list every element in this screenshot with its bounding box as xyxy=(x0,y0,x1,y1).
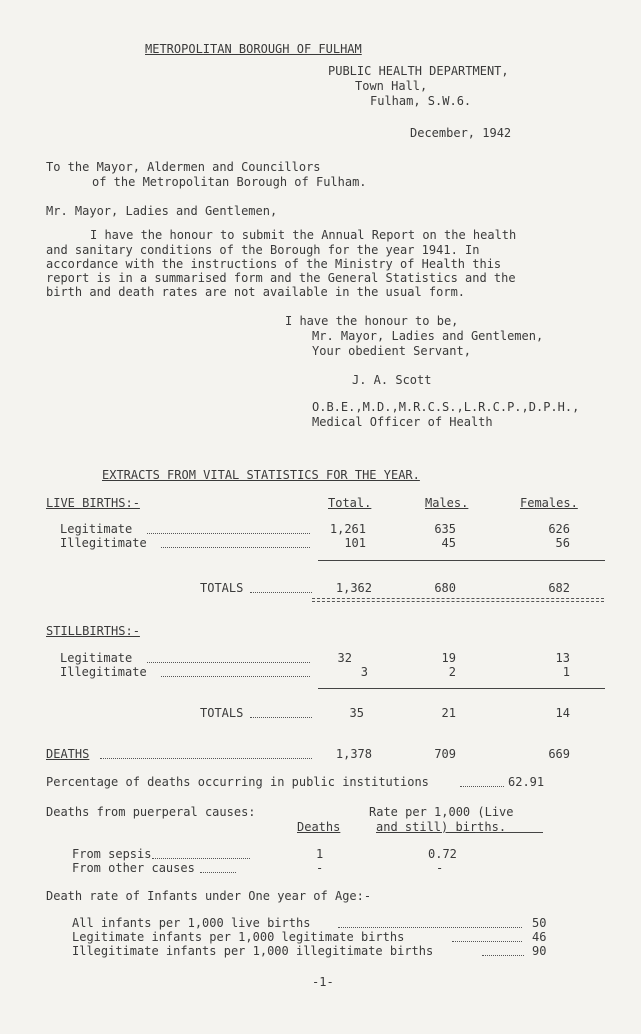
letter-date: December, 1942 xyxy=(410,126,512,140)
signatory-name: J. A. Scott xyxy=(352,373,432,387)
live-totals-males: 680 xyxy=(434,581,456,595)
leader-dots xyxy=(460,786,504,787)
department-name: PUBLIC HEALTH DEPARTMENT, xyxy=(328,64,509,78)
live-illegit-total: 101 xyxy=(344,536,366,550)
live-legit-males: 635 xyxy=(434,522,456,536)
infants-illegit-label: Illegitimate infants per 1,000 illegitimate births xyxy=(72,944,434,958)
page-number: -1- xyxy=(312,975,334,989)
puerperal-rate-header-1: Rate per 1,000 (Live xyxy=(369,805,514,819)
leader-dots xyxy=(200,872,236,873)
live-totals-label: TOTALS xyxy=(200,581,244,595)
other-causes-label: From other causes xyxy=(72,861,195,875)
live-totals-females: 682 xyxy=(548,581,570,595)
still-totals-total: 35 xyxy=(349,706,364,720)
letter-body-line-4: report is in a summarised form and the General Statistics and the xyxy=(46,271,516,285)
still-totals-males: 21 xyxy=(441,706,456,720)
leader-dots xyxy=(100,758,312,759)
letter-body-line-3: accordance with the instructions of the Ministry of Health this xyxy=(46,257,502,271)
institutions-label: Percentage of deaths occurring in public institutions xyxy=(46,775,429,789)
other-causes-deaths: - xyxy=(316,861,324,875)
addressee-line-2: of the Metropolitan Borough of Fulham. xyxy=(92,175,367,189)
leader-dots xyxy=(147,533,310,534)
still-illegit-total: 3 xyxy=(360,665,368,679)
stillbirths-label: STILLBIRTHS:- xyxy=(46,624,140,638)
live-illegit-females: 56 xyxy=(555,536,570,550)
closing-line-2: Mr. Mayor, Ladies and Gentlemen, xyxy=(312,329,544,343)
leader-dots xyxy=(152,858,250,859)
sepsis-rate: 0.72 xyxy=(428,847,457,861)
still-illegit-males: 2 xyxy=(448,665,456,679)
sepsis-label: From sepsis xyxy=(72,847,152,861)
deaths-label: DEATHS xyxy=(46,747,90,761)
still-totals-females: 14 xyxy=(555,706,570,720)
leader-dots xyxy=(161,547,310,548)
leader-dots xyxy=(452,941,522,942)
puerperal-deaths-header: Deaths xyxy=(297,820,341,834)
still-legit-total: 32 xyxy=(337,651,352,665)
still-totals-label: TOTALS xyxy=(200,706,244,720)
leader-dots xyxy=(161,676,310,677)
col-total-header: Total. xyxy=(328,496,372,510)
closing-line-3: Your obedient Servant, xyxy=(312,344,471,358)
col-females-header: Females. xyxy=(520,496,578,510)
addressee-line-1: To the Mayor, Aldermen and Councillors xyxy=(46,160,321,174)
letter-body-line-5: birth and death rates are not available in the usual form. xyxy=(46,285,466,299)
live-illegit-label: Illegitimate xyxy=(60,536,147,550)
still-illegit-label: Illegitimate xyxy=(60,665,147,679)
total-rule xyxy=(318,560,605,561)
col-males-header: Males. xyxy=(425,496,469,510)
sepsis-deaths: 1 xyxy=(316,847,324,861)
double-rule xyxy=(312,598,604,602)
signatory-position: Medical Officer of Health xyxy=(312,415,493,429)
live-totals-total: 1,362 xyxy=(335,581,372,595)
leader-dots xyxy=(482,955,524,956)
still-legit-label: Legitimate xyxy=(60,651,133,665)
live-illegit-males: 45 xyxy=(441,536,456,550)
infants-label: Death rate of Infants under One year of Age:- xyxy=(46,889,372,903)
document-title: METROPOLITAN BOROUGH OF FULHAM xyxy=(145,42,362,56)
deaths-females: 669 xyxy=(548,747,570,761)
address-line-1: Town Hall, xyxy=(355,79,428,93)
puerperal-label: Deaths from puerperal causes: xyxy=(46,805,256,819)
deaths-total: 1,378 xyxy=(335,747,372,761)
infants-all-value: 50 xyxy=(532,916,547,930)
letter-body-line-1: I have the honour to submit the Annual Report on the health xyxy=(90,228,517,242)
infants-legit-value: 46 xyxy=(532,930,547,944)
live-legit-females: 626 xyxy=(548,522,570,536)
live-legit-label: Legitimate xyxy=(60,522,133,536)
institutions-value: 62.91 xyxy=(508,775,545,789)
leader-dots xyxy=(338,927,522,928)
letter-body-line-2: and sanitary conditions of the Borough for the year 1941. In xyxy=(46,243,480,257)
infants-illegit-value: 90 xyxy=(532,944,547,958)
live-legit-total: 1,261 xyxy=(329,522,366,536)
other-causes-rate: - xyxy=(436,861,444,875)
signatory-qualifications: O.B.E.,M.D.,M.R.C.S.,L.R.C.P.,D.P.H., xyxy=(312,400,580,414)
still-legit-males: 19 xyxy=(441,651,456,665)
total-rule xyxy=(318,688,605,689)
address-line-2: Fulham, S.W.6. xyxy=(370,94,472,108)
puerperal-rate-header-2: and still) births. xyxy=(376,820,507,834)
leader-dots xyxy=(147,662,310,663)
salutation: Mr. Mayor, Ladies and Gentlemen, xyxy=(46,204,278,218)
deaths-males: 709 xyxy=(434,747,456,761)
closing-line-1: I have the honour to be, xyxy=(285,314,459,328)
still-legit-females: 13 xyxy=(555,651,570,665)
extracts-heading: EXTRACTS FROM VITAL STATISTICS FOR THE YEAR. xyxy=(102,468,420,482)
infants-all-label: All infants per 1,000 live births xyxy=(72,916,311,930)
infants-legit-label: Legitimate infants per 1,000 legitimate births xyxy=(72,930,405,944)
header-rule xyxy=(475,832,543,833)
still-illegit-females: 1 xyxy=(562,665,570,679)
live-births-label: LIVE BIRTHS:- xyxy=(46,496,140,510)
